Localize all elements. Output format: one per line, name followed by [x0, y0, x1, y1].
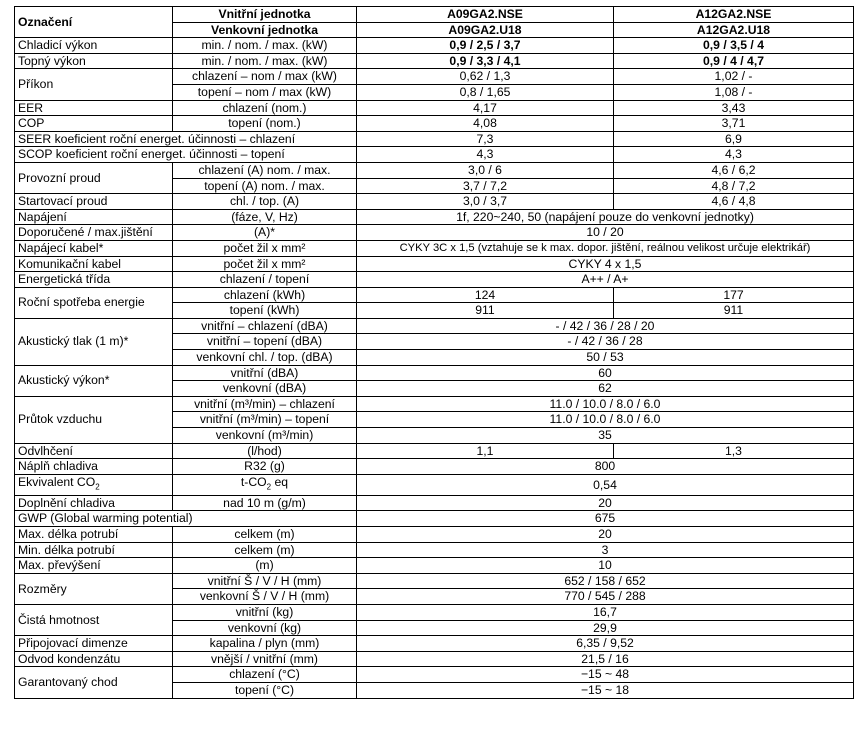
row-label: Příkon	[15, 69, 173, 100]
value-cell: 11.0 / 10.0 / 8.0 / 6.0	[357, 396, 854, 412]
table-row	[15, 542, 854, 558]
value-cell: 4,17	[357, 100, 614, 116]
table-row	[15, 116, 854, 132]
value-cell: 675	[357, 511, 854, 527]
row-label: SCOP koeficient roční energet. účinnosti – topení	[15, 147, 357, 163]
co2-label: Ekvivalent CO	[18, 474, 96, 489]
row-condition: vnitřní (m³/min) – topení	[173, 412, 357, 428]
row-label: Napájecí kabel*	[15, 240, 173, 256]
row-condition: chlazení (nom.)	[173, 100, 357, 116]
table-row	[15, 511, 854, 527]
value-cell: 800	[357, 459, 854, 475]
row-label: Startovací proud	[15, 194, 173, 210]
value-cell: 62	[357, 381, 854, 397]
value-cell: 911	[614, 303, 854, 319]
value-cell: 3,43	[614, 100, 854, 116]
value-cell: 20	[357, 495, 854, 511]
value-cell: 911	[357, 303, 614, 319]
value-cell: −15 ~ 18	[357, 682, 854, 698]
row-condition: R32 (g)	[173, 459, 357, 475]
row-label: Komunikační kabel	[15, 256, 173, 272]
row-label: Energetická třída	[15, 272, 173, 288]
row-condition: venkovní Š / V / H (mm)	[173, 589, 357, 605]
row-label: COP	[15, 116, 173, 132]
value-cell: 0,8 / 1,65	[357, 84, 614, 100]
row-label: Připojovací dimenze	[15, 636, 173, 652]
row-label: Průtok vzduchu	[15, 396, 173, 443]
row-condition: chlazení / topení	[173, 272, 357, 288]
table-row	[15, 365, 854, 381]
value-cell: 6,9	[614, 131, 854, 147]
row-label: EER	[15, 100, 173, 116]
row-condition: topení (A) nom. / max.	[173, 178, 357, 194]
header-indoor: Vnitřní jednotka	[173, 7, 357, 23]
value-cell: 3,0 / 3,7	[357, 194, 614, 210]
row-label: Min. délka potrubí	[15, 542, 173, 558]
co2-label-subscript: 2	[95, 482, 100, 492]
table-row	[15, 225, 854, 241]
table-row	[15, 240, 854, 256]
model-indoor-1: A09GA2.NSE	[357, 7, 614, 23]
row-label: Garantovaný chod	[15, 667, 173, 698]
row-condition: topení (kWh)	[173, 303, 357, 319]
value-cell: - / 42 / 36 / 28 / 20	[357, 318, 854, 334]
row-label: Náplň chladiva	[15, 459, 173, 475]
value-cell: 21,5 / 16	[357, 651, 854, 667]
value-cell: CYKY 3C x 1,5 (vztahuje se k max. dopor. jištění, reálnou velikost určuje elektrikář)	[357, 240, 854, 256]
row-label: Doporučené / max.jištění	[15, 225, 173, 241]
co2-unit-tail: eq	[271, 474, 289, 489]
spec-table	[14, 6, 854, 699]
header-outdoor: Venkovní jednotka	[173, 22, 357, 38]
table-row	[15, 318, 854, 334]
row-condition: venkovní (m³/min)	[173, 428, 357, 444]
row-condition: topení (°C)	[173, 682, 357, 698]
row-label: Max. délka potrubí	[15, 527, 173, 543]
value-cell: 4,3	[614, 147, 854, 163]
row-condition: vnitřní Š / V / H (mm)	[173, 573, 357, 589]
table-row	[15, 474, 854, 495]
table-row	[15, 162, 854, 178]
value-cell: CYKY 4 x 1,5	[357, 256, 854, 272]
value-cell: 3	[357, 542, 854, 558]
table-row	[15, 651, 854, 667]
value-cell: 0,9 / 3,3 / 4,1	[357, 53, 614, 69]
table-row	[15, 396, 854, 412]
row-label: Topný výkon	[15, 53, 173, 69]
row-condition	[173, 474, 357, 495]
table-row	[15, 667, 854, 683]
value-cell: 60	[357, 365, 854, 381]
table-row	[15, 131, 854, 147]
value-cell: 1,02 / -	[614, 69, 854, 85]
value-cell: 0,54	[357, 474, 854, 495]
row-condition: (l/hod)	[173, 443, 357, 459]
value-cell: 10 / 20	[357, 225, 854, 241]
row-condition: vnitřní (m³/min) – chlazení	[173, 396, 357, 412]
row-condition: vnitřní – chlazení (dBA)	[173, 318, 357, 334]
value-cell: 29,9	[357, 620, 854, 636]
row-label: Provozní proud	[15, 162, 173, 193]
value-cell: 3,0 / 6	[357, 162, 614, 178]
value-cell: 16,7	[357, 605, 854, 621]
table-row	[15, 100, 854, 116]
value-cell: 177	[614, 287, 854, 303]
model-indoor-2: A12GA2.NSE	[614, 7, 854, 23]
value-cell: A++ / A+	[357, 272, 854, 288]
co2-unit-subscript: 2	[266, 482, 272, 492]
table-row	[15, 272, 854, 288]
header-label: Označení	[15, 7, 173, 38]
row-label: Rozměry	[15, 573, 173, 604]
value-cell: −15 ~ 48	[357, 667, 854, 683]
value-cell: 50 / 53	[357, 350, 854, 366]
row-label: Chladicí výkon	[15, 38, 173, 54]
row-condition: nad 10 m (g/m)	[173, 495, 357, 511]
row-label	[15, 474, 173, 495]
row-label: Roční spotřeba energie	[15, 287, 173, 318]
table-row	[15, 636, 854, 652]
row-condition: vnitřní – topení (dBA)	[173, 334, 357, 350]
row-condition: (fáze, V, Hz)	[173, 209, 357, 225]
row-condition: vnitřní (dBA)	[173, 365, 357, 381]
value-cell: 124	[357, 287, 614, 303]
table-row	[15, 287, 854, 303]
value-cell: 770 / 545 / 288	[357, 589, 854, 605]
row-condition: venkovní (dBA)	[173, 381, 357, 397]
table-row	[15, 147, 854, 163]
value-cell: 11.0 / 10.0 / 8.0 / 6.0	[357, 412, 854, 428]
value-cell: 0,62 / 1,3	[357, 69, 614, 85]
value-cell: 35	[357, 428, 854, 444]
table-row	[15, 38, 854, 54]
table-row	[15, 495, 854, 511]
row-condition: min. / nom. / max. (kW)	[173, 53, 357, 69]
value-cell: 4,6 / 6,2	[614, 162, 854, 178]
value-cell: 20	[357, 527, 854, 543]
row-label: Čistá hmotnost	[15, 605, 173, 636]
value-cell: 4,08	[357, 116, 614, 132]
row-condition: vnější / vnitřní (mm)	[173, 651, 357, 667]
row-condition: počet žil x mm²	[173, 256, 357, 272]
value-cell: 3,71	[614, 116, 854, 132]
row-condition: (A)*	[173, 225, 357, 241]
table-row	[15, 7, 854, 23]
row-label: GWP (Global warming potential)	[15, 511, 357, 527]
row-condition: venkovní (kg)	[173, 620, 357, 636]
row-condition: chlazení – nom / max (kW)	[173, 69, 357, 85]
table-row	[15, 459, 854, 475]
table-row	[15, 443, 854, 459]
table-row	[15, 69, 854, 85]
row-condition: chlazení (°C)	[173, 667, 357, 683]
model-outdoor-2: A12GA2.U18	[614, 22, 854, 38]
row-label: Akustický tlak (1 m)*	[15, 318, 173, 365]
value-cell: 1f, 220~240, 50 (napájení pouze do venkovní jednotky)	[357, 209, 854, 225]
row-condition: topení (nom.)	[173, 116, 357, 132]
row-condition: vnitřní (kg)	[173, 605, 357, 621]
row-label: SEER koeficient roční energet. účinnosti – chlazení	[15, 131, 357, 147]
value-cell: 0,9 / 2,5 / 3,7	[357, 38, 614, 54]
value-cell: - / 42 / 36 / 28	[357, 334, 854, 350]
row-condition: počet žil x mm²	[173, 240, 357, 256]
row-condition: celkem (m)	[173, 542, 357, 558]
table-row	[15, 194, 854, 210]
table-row	[15, 209, 854, 225]
row-label: Odvod kondenzátu	[15, 651, 173, 667]
value-cell: 1,08 / -	[614, 84, 854, 100]
row-label: Doplnění chladiva	[15, 495, 173, 511]
row-condition: min. / nom. / max. (kW)	[173, 38, 357, 54]
value-cell: 1,1	[357, 443, 614, 459]
value-cell: 652 / 158 / 652	[357, 573, 854, 589]
row-condition: (m)	[173, 558, 357, 574]
table-row	[15, 558, 854, 574]
value-cell: 0,9 / 4 / 4,7	[614, 53, 854, 69]
table-row	[15, 53, 854, 69]
value-cell: 3,7 / 7,2	[357, 178, 614, 194]
row-condition: topení – nom / max (kW)	[173, 84, 357, 100]
row-condition: chlazení (kWh)	[173, 287, 357, 303]
value-cell: 4,6 / 4,8	[614, 194, 854, 210]
row-condition: celkem (m)	[173, 527, 357, 543]
value-cell: 7,3	[357, 131, 614, 147]
table-row	[15, 605, 854, 621]
value-cell: 1,3	[614, 443, 854, 459]
table-row	[15, 256, 854, 272]
value-cell: 10	[357, 558, 854, 574]
row-condition: kapalina / plyn (mm)	[173, 636, 357, 652]
row-label: Akustický výkon*	[15, 365, 173, 396]
row-label: Napájení	[15, 209, 173, 225]
row-label: Odvlhčení	[15, 443, 173, 459]
model-outdoor-1: A09GA2.U18	[357, 22, 614, 38]
value-cell: 6,35 / 9,52	[357, 636, 854, 652]
row-label: Max. převýšení	[15, 558, 173, 574]
row-condition: chl. / top. (A)	[173, 194, 357, 210]
table-row	[15, 527, 854, 543]
row-condition: chlazení (A) nom. / max.	[173, 162, 357, 178]
co2-unit: t-CO	[240, 474, 267, 489]
table-row	[15, 573, 854, 589]
row-condition: venkovní chl. / top. (dBA)	[173, 350, 357, 366]
value-cell: 0,9 / 3,5 / 4	[614, 38, 854, 54]
value-cell: 4,8 / 7,2	[614, 178, 854, 194]
value-cell: 4,3	[357, 147, 614, 163]
